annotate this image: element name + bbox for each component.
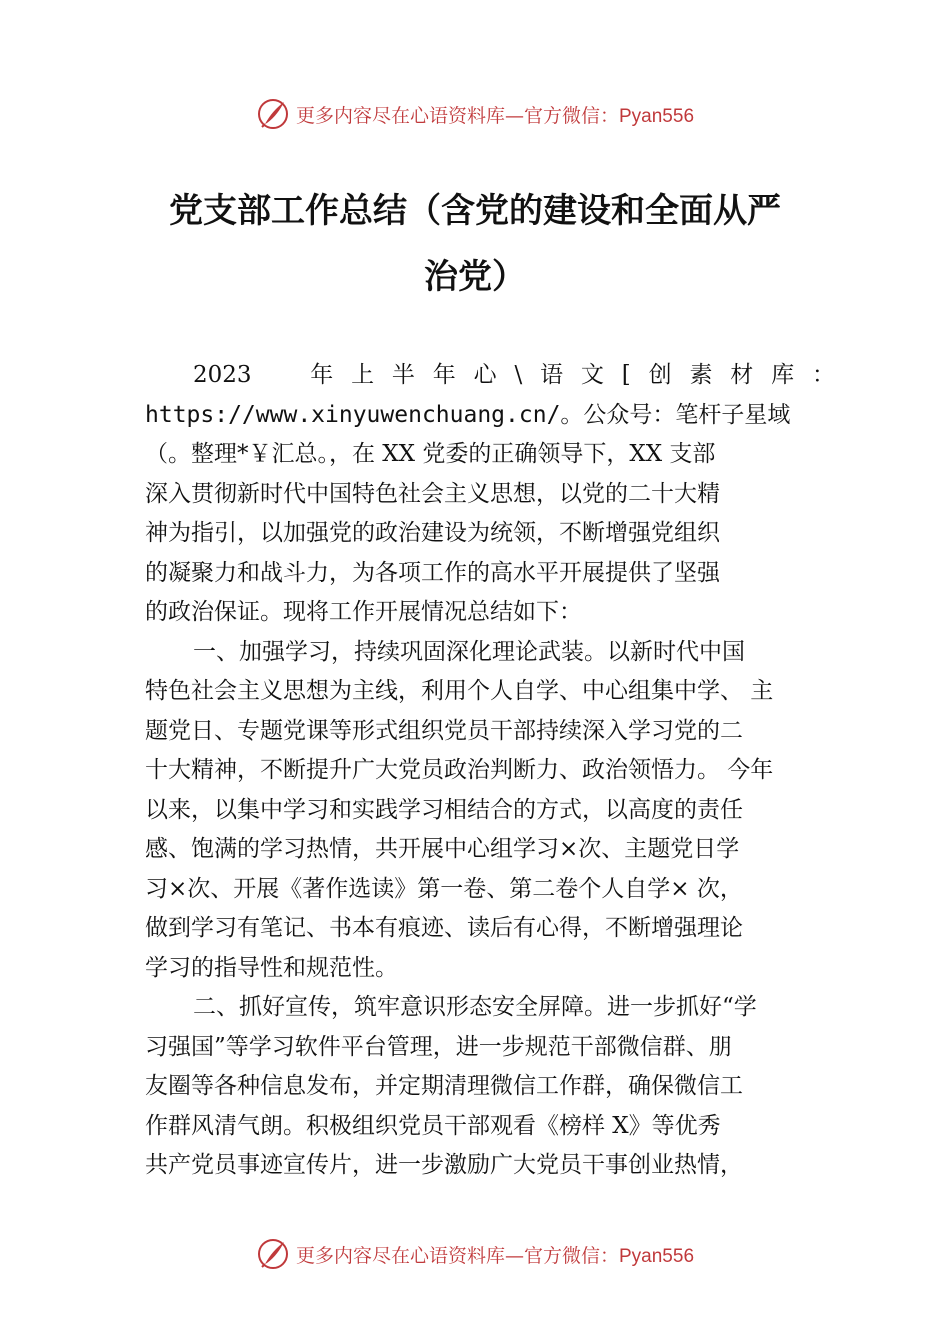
body-line: 以来，以集中学习和实践学习相结合的方式，以高度的责任	[145, 796, 743, 823]
body-line: 学习的指导性和规范性。	[145, 954, 398, 981]
body-line: 友圈等各种信息发布，并定期清理微信工作群，确保微信工	[145, 1073, 743, 1099]
body-line: 习强国”等学习软件平台管理，进一步规范干部微信群、朋	[145, 1033, 732, 1060]
watermark-text: 更多内容尽在心语资料库—官方微信：Pyan556	[295, 1244, 695, 1267]
body-line: 的政治保证。现将工作开展情况总结如下：	[145, 599, 582, 625]
body-line: （。整理*￥汇总。，在 XX 党委的正确领导下，XX 支部	[145, 441, 716, 467]
body-line: 2023 年上半年心\语文[创素材库：	[193, 362, 835, 388]
body-line: 题党日、专题党课等形式组织党员干部持续深入学习党的二	[145, 717, 743, 744]
body-line: 神为指引，以加强党的政治建设为统领，不断增强党组织	[145, 520, 720, 546]
body-line: 二、抓好宣传，筑牢意识形态安全屏障。进一步抓好“学	[193, 994, 757, 1020]
body-line: 一、加强学习，持续巩固深化理论武装。以新时代中国	[193, 638, 745, 665]
body-line: 特色社会主义思想为主线，利用个人自学、中心组集中学、 主	[145, 678, 774, 704]
body-line: 感、饱满的学习热情，共开展中心组学习×次、主题党日学	[145, 836, 740, 862]
footer-watermark	[0, 1234, 950, 1274]
body-line: 习×次、开展《著作选读》第一卷、第二卷个人自学× 次，	[145, 875, 743, 902]
feather-pen-logo-icon	[256, 97, 290, 131]
feather-pen-logo-icon	[256, 1237, 290, 1271]
body-line-tail: 。公众号：笔杆子星域	[560, 401, 791, 428]
body-line: 作群风清气朗。积极组织党员干部观看《榜样 X》等优秀	[145, 1112, 721, 1139]
body-line: 做到学习有笔记、书本有痕迹、读后有心得，不断增强理论	[145, 915, 743, 941]
body-line: 深入贯彻新时代中国特色社会主义思想，以党的二十大精	[145, 480, 720, 507]
document-title-line-2: 治党）	[424, 257, 526, 297]
body-line: 十大精神，不断提升广大党员政治判断力、政治领悟力。 今年	[145, 757, 774, 783]
document-body	[145, 356, 835, 1186]
watermark-text: 更多内容尽在心语资料库—官方微信：Pyan556	[295, 104, 695, 127]
document-title-line-1: 党支部工作总结（含党的建设和全面从严	[169, 191, 781, 231]
header-watermark	[0, 94, 950, 134]
url-text: https://www.xinyuwenchuang.cn/	[145, 401, 561, 428]
body-line: 共产党员事迹宣传片，进一步激励广大党员干事创业热情，	[145, 1152, 743, 1178]
body-line	[145, 396, 835, 436]
body-line: 的凝聚力和战斗力，为各项工作的高水平开展提供了坚强	[145, 559, 720, 586]
